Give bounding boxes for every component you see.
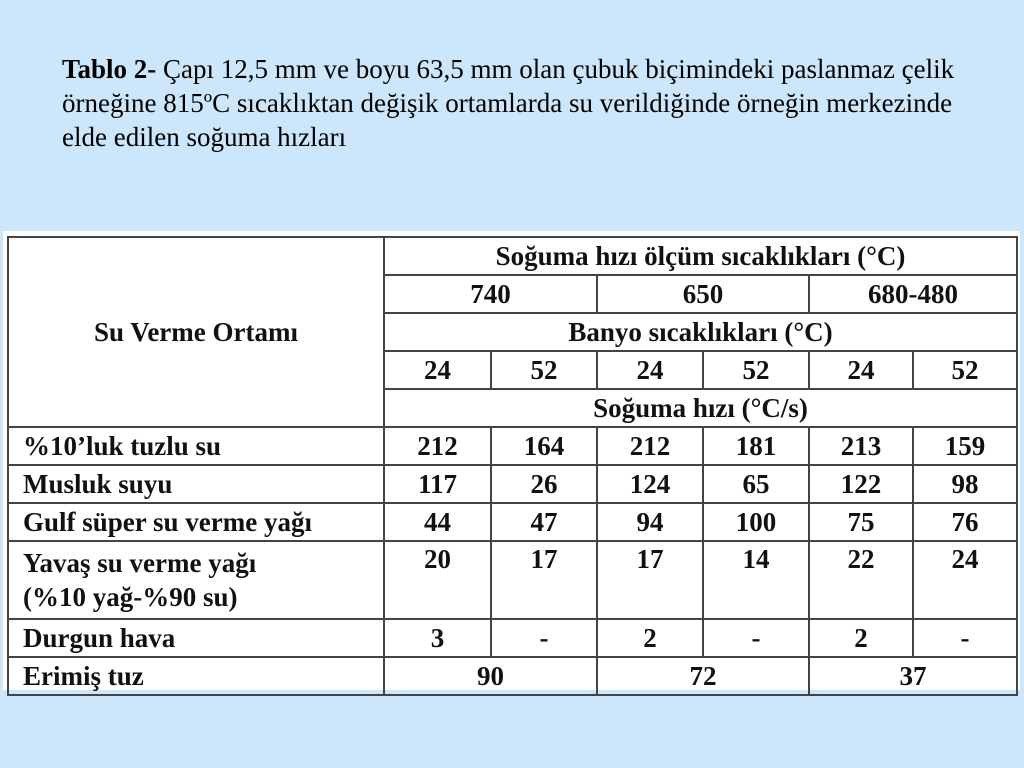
- rate-cell: 3: [384, 619, 491, 657]
- rate-cell: 20: [384, 541, 491, 619]
- rate-cell: 98: [913, 465, 1017, 503]
- rate-cell: 212: [384, 427, 491, 465]
- rate-cell: 100: [703, 503, 809, 541]
- rate-cell: 124: [597, 465, 703, 503]
- medium-label: Erimiş tuz: [8, 657, 384, 695]
- medium-label: Durgun hava: [8, 619, 384, 657]
- rate-cell: 76: [913, 503, 1017, 541]
- medium-label: Gulf süper su verme yağı: [8, 503, 384, 541]
- cooling-rate-table: [7, 236, 1018, 696]
- measurement-header: Soğuma hızı ölçüm sıcaklıkları (°C): [384, 237, 1017, 275]
- rate-cell: 181: [703, 427, 809, 465]
- header-row-measurement: [8, 237, 1017, 275]
- measurement-temp-cell: 740: [384, 275, 597, 313]
- rate-cell: 164: [491, 427, 597, 465]
- rate-cell: 159: [913, 427, 1017, 465]
- bath-header: Banyo sıcaklıkları (°C): [384, 313, 1017, 351]
- bath-temp-cell: 52: [703, 351, 809, 389]
- rate-cell: -: [913, 619, 1017, 657]
- rate-cell: 75: [809, 503, 913, 541]
- table-row: [8, 657, 1017, 695]
- table-caption: [62, 52, 962, 154]
- rate-cell: 47: [491, 503, 597, 541]
- rate-cell: 212: [597, 427, 703, 465]
- rate-cell: 65: [703, 465, 809, 503]
- merged-rate-cell: 90: [384, 657, 597, 695]
- rate-cell: 14: [703, 541, 809, 619]
- measurement-temp-cell: 680-480: [809, 275, 1017, 313]
- rate-cell: 24: [913, 541, 1017, 619]
- rate-cell: -: [703, 619, 809, 657]
- rate-cell: 26: [491, 465, 597, 503]
- merged-rate-cell: 37: [809, 657, 1017, 695]
- bath-temp-cell: 24: [809, 351, 913, 389]
- bath-temp-cell: 52: [491, 351, 597, 389]
- table-row: [8, 619, 1017, 657]
- rate-cell: 117: [384, 465, 491, 503]
- rate-cell: 17: [491, 541, 597, 619]
- rate-cell: 22: [809, 541, 913, 619]
- rate-cell: 44: [384, 503, 491, 541]
- caption-prefix: Tablo 2-: [62, 54, 157, 84]
- bath-temp-cell: 24: [597, 351, 703, 389]
- medium-label: Musluk suyu: [8, 465, 384, 503]
- table-row: [8, 503, 1017, 541]
- rate-header: Soğuma hızı (°C/s): [384, 389, 1017, 427]
- measurement-temp-cell: 650: [597, 275, 809, 313]
- rate-cell: 122: [809, 465, 913, 503]
- medium-label-line1: Yavaş su verme yağı: [23, 548, 257, 578]
- rate-cell: 94: [597, 503, 703, 541]
- table-row: [8, 541, 1017, 619]
- table-row: [8, 427, 1017, 465]
- rate-cell: 213: [809, 427, 913, 465]
- bath-temp-cell: 24: [384, 351, 491, 389]
- medium-label-line2: (%10 yağ-%90 su): [23, 582, 238, 612]
- row-header-cell: Su Verme Ortamı: [8, 237, 384, 427]
- merged-rate-cell: 72: [597, 657, 809, 695]
- cooling-rate-table-container: [3, 231, 1020, 690]
- rate-cell: 17: [597, 541, 703, 619]
- table-row: [8, 465, 1017, 503]
- medium-label: [8, 541, 384, 619]
- caption-text: Çapı 12,5 mm ve boyu 63,5 mm olan çubuk biçimindeki paslanmaz çelik örneğine 815ºC sıcaklıktan değişik ortamlarda su verildiğinde örneğin merkezinde elde edilen soğuma hızları: [62, 54, 955, 152]
- rate-cell: 2: [809, 619, 913, 657]
- rate-cell: -: [491, 619, 597, 657]
- medium-label: %10’luk tuzlu su: [8, 427, 384, 465]
- rate-cell: 2: [597, 619, 703, 657]
- bath-temp-cell: 52: [913, 351, 1017, 389]
